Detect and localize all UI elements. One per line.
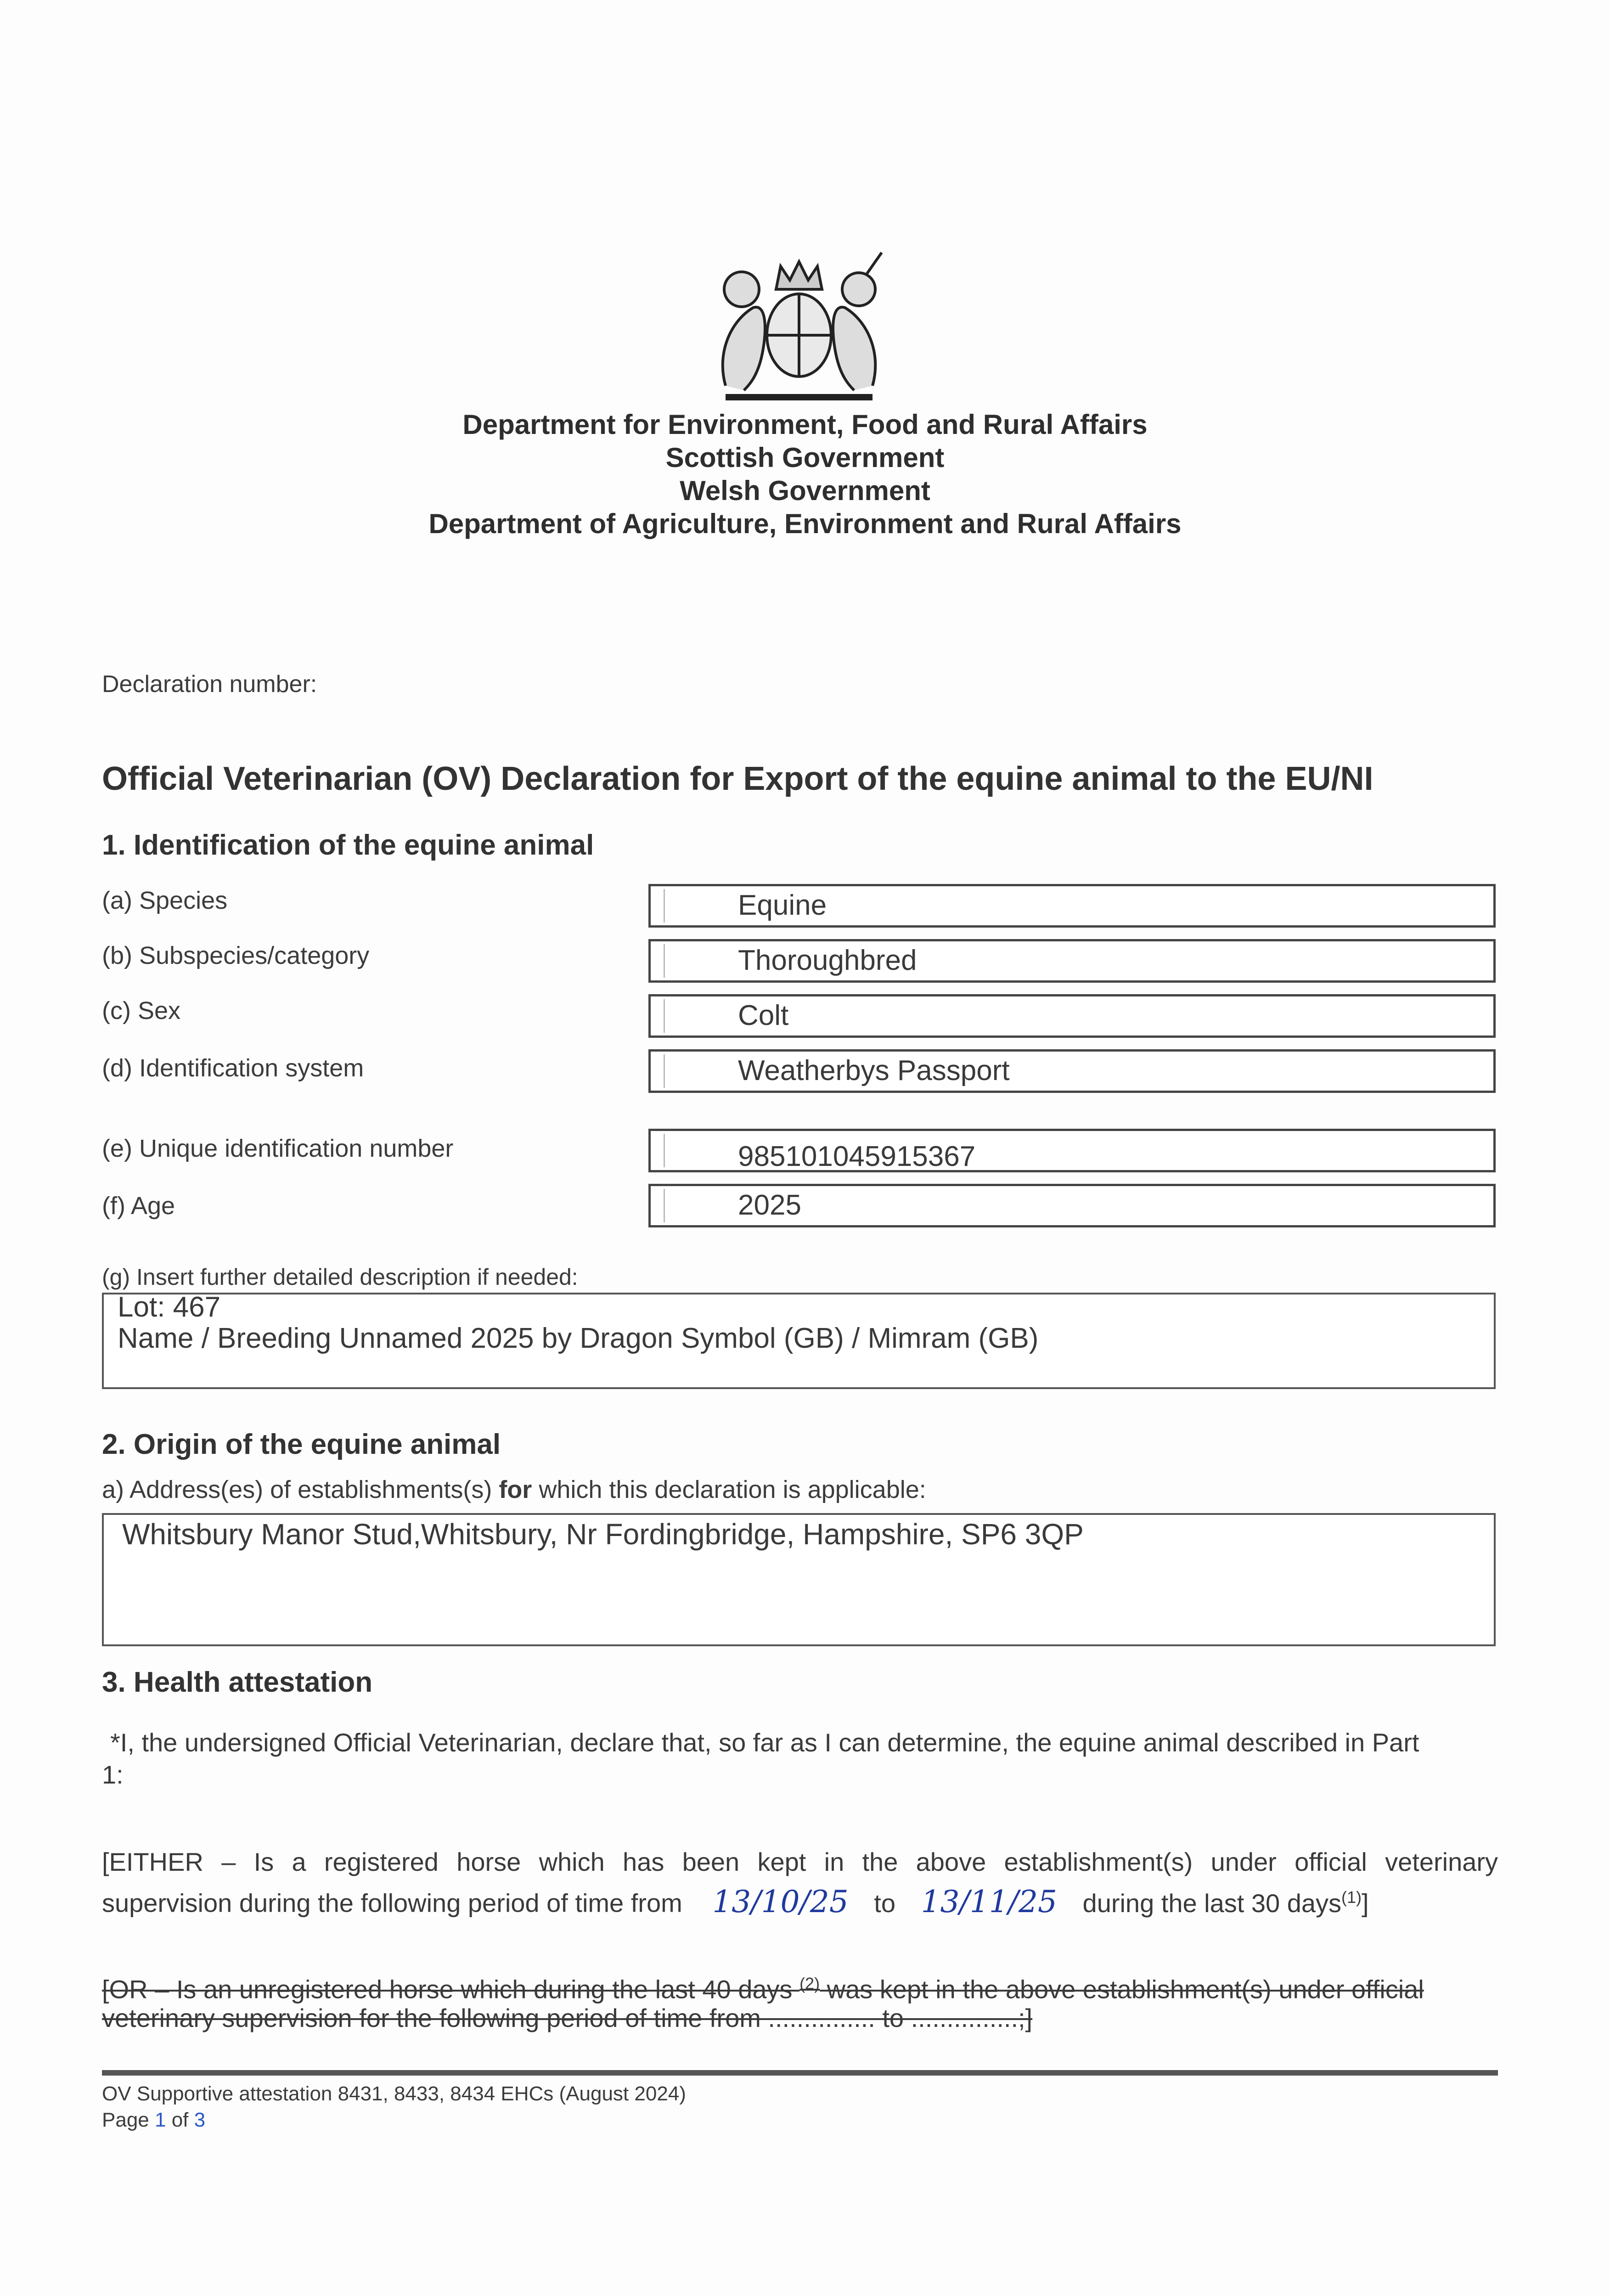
date-from-handwritten: 13/10/25 — [712, 1884, 849, 1919]
sex-field[interactable] — [648, 994, 1496, 1038]
further-description-label: (g) Insert further detailed description if needed: — [102, 1264, 578, 1290]
dept-scottish-government: Scottish Government — [665, 442, 945, 473]
section1-heading: 1. Identification of the equine animal — [102, 829, 594, 861]
or-line-1: [OR – Is an unregistered horse which during the last 40 days $^{(2)}$ was kept in the above establishment(s) under official — [102, 1974, 1424, 2004]
identification-system-label: (d) Identification system — [102, 1054, 364, 1082]
dept-daera: Department of Agriculture, Environment and Rural Affairs — [428, 508, 1182, 539]
either-line-1: [EITHER – Is a registered horse which has been kept in the above establishment(s) under official veterinary — [102, 1847, 1498, 1876]
either-line-2: supervision during the following period of time from 13/10/25 to 13/11/25 during the last 30 days$^{(1)}$] — [102, 1884, 1369, 1919]
unique-id-value: 985101045915367 — [738, 1141, 976, 1172]
declaration-number-label: Declaration number: — [102, 671, 317, 698]
species-field[interactable] — [648, 884, 1496, 928]
identification-system-value: Weatherbys Passport — [738, 1055, 1010, 1086]
footer-attestation: OV Supportive attestation 8431, 8433, 8434 EHCs (August 2024) — [102, 2082, 686, 2105]
footer-rule — [102, 2070, 1498, 2076]
unique-id-label: (e) Unique identification number — [102, 1135, 454, 1162]
age-label: (f) Age — [102, 1192, 175, 1220]
page-number: Page 1 of 3 — [102, 2109, 206, 2131]
section2-heading: 2. Origin of the equine animal — [102, 1429, 501, 1460]
sex-label: (c) Sex — [102, 997, 181, 1024]
identification-system-field[interactable] — [648, 1049, 1496, 1093]
age-field[interactable] — [648, 1184, 1496, 1227]
dept-welsh-government: Welsh Government — [680, 475, 930, 506]
address-field[interactable] — [102, 1513, 1496, 1646]
subspecies-label: (b) Subspecies/category — [102, 942, 370, 969]
subspecies-field[interactable] — [648, 939, 1496, 983]
sex-value: Colt — [738, 1000, 789, 1031]
or-line-2: veterinary supervision for the following period of time from ............... to ...............;] — [102, 2003, 1033, 2032]
age-value: 2025 — [738, 1189, 801, 1221]
address-value: Whitsbury Manor Stud,Whitsbury, Nr Fordingbridge, Hampshire, SP6 3QP — [122, 1518, 1084, 1551]
lot-text: Lot: 467 — [118, 1291, 221, 1323]
further-description-field[interactable] — [102, 1293, 1496, 1389]
intro-line-1: *I, the undersigned Official Veterinarian, declare that, so far as I can determine, the equine animal described in Part — [110, 1728, 1419, 1757]
dept-defra: Department for Environment, Food and Rural Affairs — [462, 409, 1148, 440]
intro-line-2: 1: — [102, 1760, 124, 1789]
section3-heading: 3. Health attestation — [102, 1666, 373, 1698]
species-label: (a) Species — [102, 887, 228, 914]
name-breeding-text: Name / Breeding Unnamed 2025 by Dragon Symbol (GB) / Mimram (GB) — [118, 1322, 1039, 1354]
unique-id-field[interactable] — [648, 1129, 1496, 1172]
date-to-handwritten: 13/11/25 — [921, 1884, 1057, 1919]
royal-coat-of-arms-icon — [698, 239, 900, 409]
address-label: a) Address(es) of establishments(s) for which this declaration is applicable: — [102, 1476, 926, 1503]
subspecies-value: Thoroughbred — [738, 945, 917, 976]
species-value: Equine — [738, 889, 827, 921]
document-title: Official Veterinarian (OV) Declaration for Export of the equine animal to the EU/NI — [102, 760, 1374, 797]
